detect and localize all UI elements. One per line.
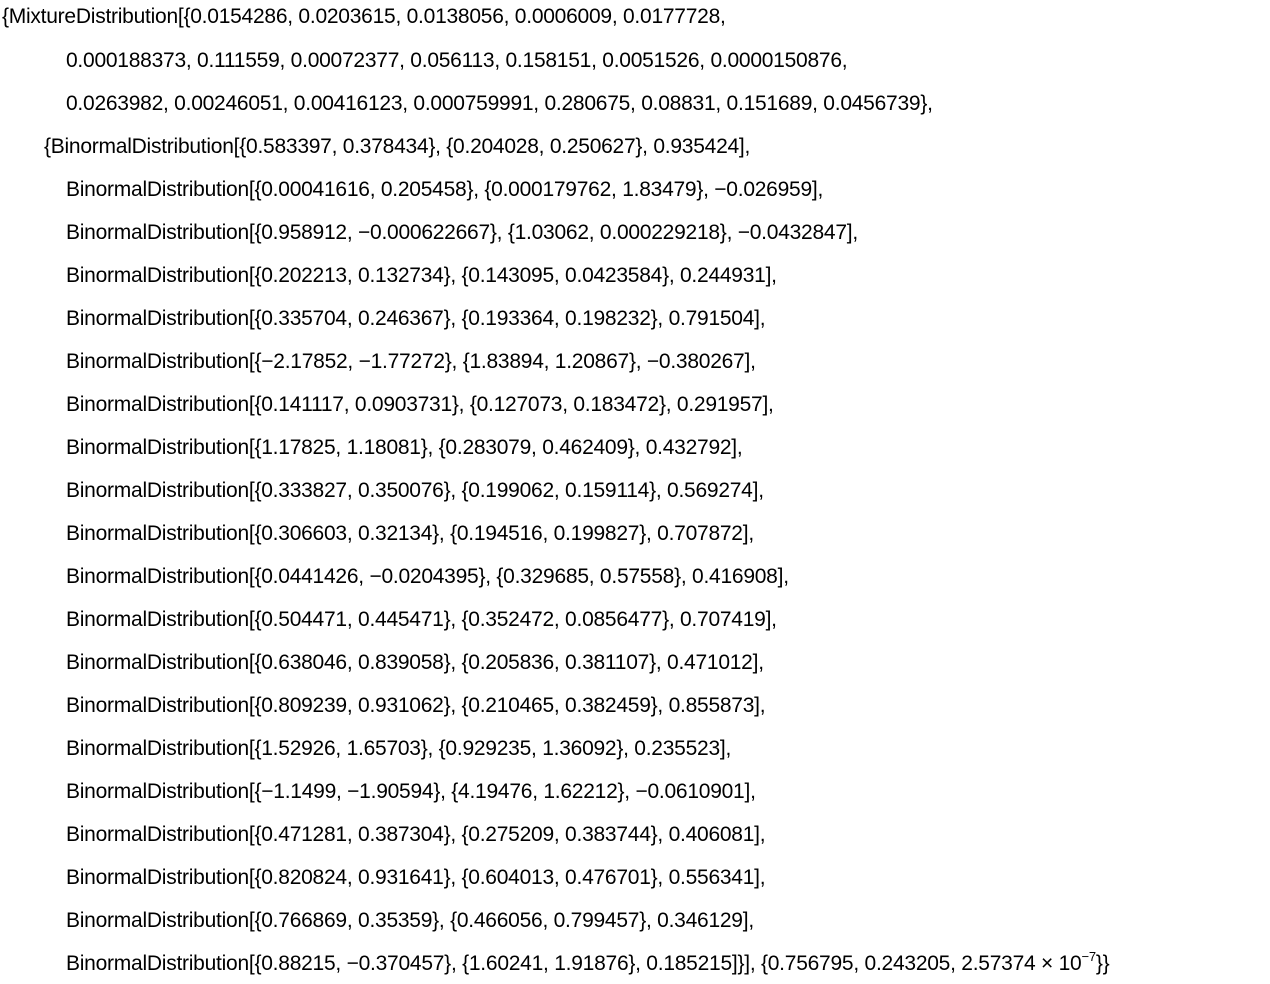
- output-line: 0.000188373, 0.111559, 0.00072377, 0.056113, 0.158151, 0.0051526, 0.0000150876,: [66, 49, 848, 72]
- output-line: BinormalDistribution[{0.766869, 0.35359}, {0.466056, 0.799457}, 0.346129],: [66, 909, 754, 932]
- output-line: BinormalDistribution[{0.809239, 0.931062}, {0.210465, 0.382459}, 0.855873],: [66, 694, 766, 717]
- closing-braces: }}: [1095, 952, 1110, 975]
- output-line: BinormalDistribution[{1.52926, 1.65703}, {0.929235, 1.36092}, 0.235523],: [66, 737, 732, 760]
- output-line: BinormalDistribution[{−2.17852, −1.77272}, {1.83894, 1.20867}, −0.380267],: [66, 350, 756, 373]
- output-line: BinormalDistribution[{0.504471, 0.445471}, {0.352472, 0.0856477}, 0.707419],: [66, 608, 777, 631]
- output-line: {BinormalDistribution[{0.583397, 0.378434}, {0.204028, 0.250627}, 0.935424],: [44, 135, 751, 158]
- output-line: BinormalDistribution[{0.00041616, 0.205458}, {0.000179762, 1.83479}, −0.026959],: [66, 178, 824, 201]
- output-line: BinormalDistribution[{1.17825, 1.18081}, {0.283079, 0.462409}, 0.432792],: [66, 436, 743, 459]
- output-line-last: [66, 949, 1110, 976]
- output-line: BinormalDistribution[{0.333827, 0.350076}, {0.199062, 0.159114}, 0.569274],: [66, 479, 764, 502]
- output-line: BinormalDistribution[{0.638046, 0.839058}, {0.205836, 0.381107}, 0.471012],: [66, 651, 764, 674]
- output-line: BinormalDistribution[{−1.1499, −1.90594}, {4.19476, 1.62212}, −0.0610901],: [66, 780, 756, 803]
- scientific-exponent: −7: [1081, 949, 1096, 964]
- output-line: BinormalDistribution[{0.820824, 0.931641}, {0.604013, 0.476701}, 0.556341],: [66, 866, 766, 889]
- output-line: BinormalDistribution[{0.471281, 0.387304}, {0.275209, 0.383744}, 0.406081],: [66, 823, 766, 846]
- output-line: BinormalDistribution[{0.0441426, −0.0204395}, {0.329685, 0.57558}, 0.416908],: [66, 565, 789, 588]
- output-line: {MixtureDistribution[{0.0154286, 0.0203615, 0.0138056, 0.0006009, 0.0177728,: [2, 5, 726, 28]
- output-line: BinormalDistribution[{0.202213, 0.132734}, {0.143095, 0.0423584}, 0.244931],: [66, 264, 777, 287]
- output-line: 0.0263982, 0.00246051, 0.00416123, 0.000759991, 0.280675, 0.08831, 0.151689, 0.0456739},: [66, 92, 933, 115]
- output-line: BinormalDistribution[{0.306603, 0.32134}, {0.194516, 0.199827}, 0.707872],: [66, 522, 754, 545]
- last-line-text: BinormalDistribution[{0.88215, −0.370457}, {1.60241, 1.91876}, 0.185215]}], {0.756795, 0.243205, 2.57374 × 10: [66, 952, 1082, 975]
- output-line: BinormalDistribution[{0.958912, −0.000622667}, {1.03062, 0.000229218}, −0.0432847],: [66, 221, 858, 244]
- output-line: BinormalDistribution[{0.335704, 0.246367}, {0.193364, 0.198232}, 0.791504],: [66, 307, 766, 330]
- output-line: BinormalDistribution[{0.141117, 0.0903731}, {0.127073, 0.183472}, 0.291957],: [66, 393, 774, 416]
